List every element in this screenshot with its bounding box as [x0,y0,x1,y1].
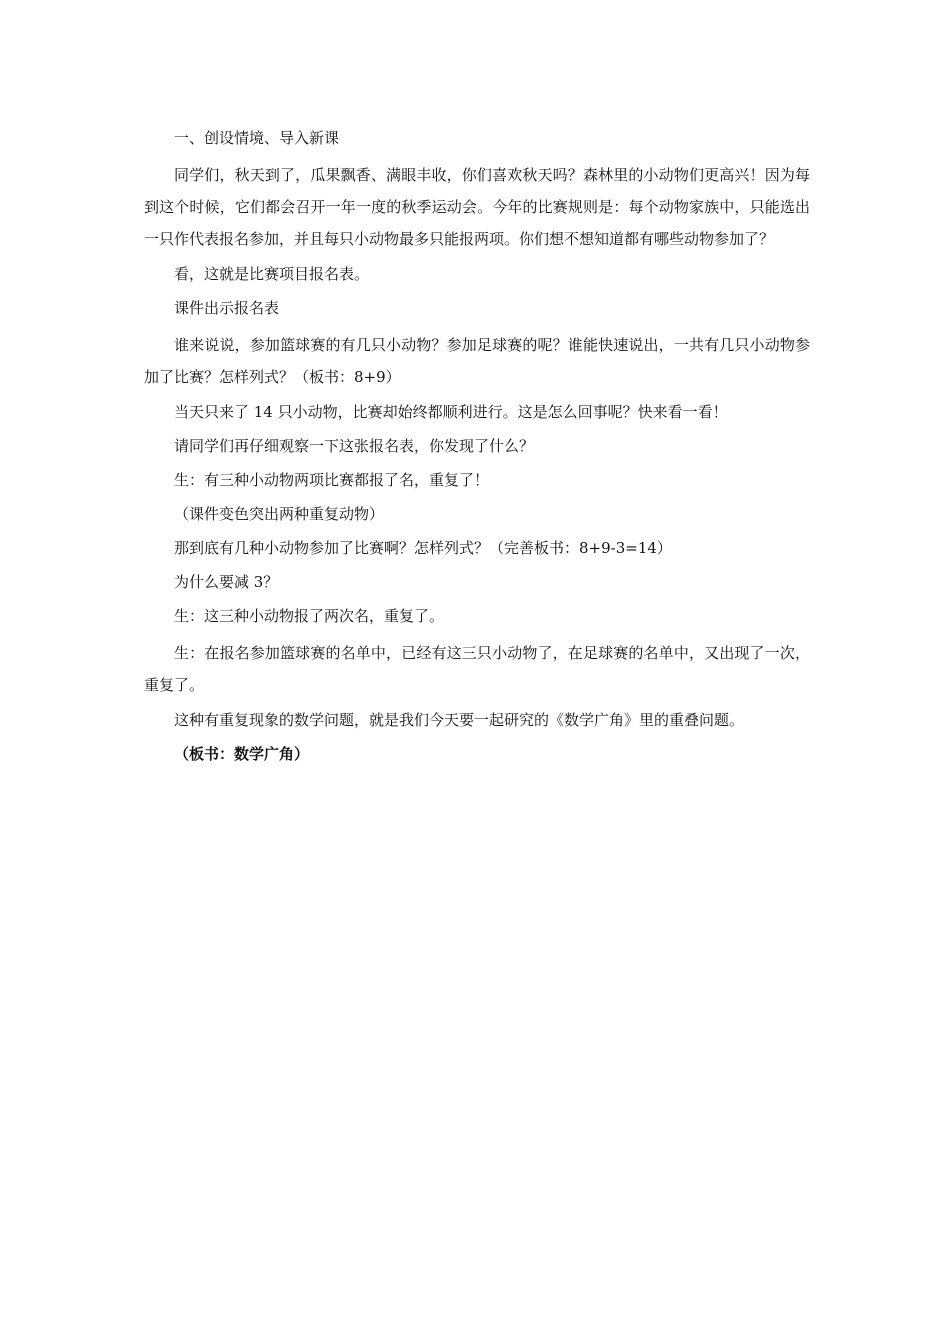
paragraph: 为什么要减 3？ [174,573,279,591]
paragraph: 生：有三种小动物两项比赛都报了名，重复了！ [174,471,490,489]
paragraph: 请同学们再仔细观察一下这张报名表，你发现了什么？ [174,437,535,455]
paragraph: 生：这三种小动物报了两次名，重复了。 [174,607,445,625]
paragraph: （课件变色突出两种重复动物） [174,505,385,523]
paragraph: 生：在报名参加篮球赛的名单中，已经有这三只小动物了，在足球赛的名单中，又出现了一次，重复了。 [144,644,810,694]
paragraph: 谁来说说，参加篮球赛的有几只小动物？参加足球赛的呢？谁能快速说出，一共有几只小动物参加了比赛？怎样列式？（板书：8+9） [144,336,810,386]
document-body [144,125,810,775]
paragraph: 课件出示报名表 [174,299,280,317]
paragraph: 当天只来了 14 只小动物，比赛却始终都顺利进行。这是怎么回事呢？快来看一看！ [174,403,728,421]
paragraph: 看，这就是比赛项目报名表。 [174,265,370,283]
board-note: （板书：数学广角） [174,745,310,763]
section-heading: 一、创设情境、导入新课 [174,129,340,147]
paragraph: 那到底有几种小动物参加了比赛啊？怎样列式？（完善板书：8+9-3=14） [174,539,672,557]
paragraph: 同学们，秋天到了，瓜果飘香、满眼丰收，你们喜欢秋天吗？森林里的小动物们更高兴！因为每到这个时候，它们都会召开一年一度的秋季运动会。今年的比赛规则是：每个动物家族中，只能选出一只作代表报名参加，并且每只小动物最多只能报两项。你们想不想知道都有哪些动物参加了？ [144,166,810,248]
paragraph: 这种有重复现象的数学问题，就是我们今天要一起研究的《数学广角》里的重叠问题。 [174,711,745,729]
